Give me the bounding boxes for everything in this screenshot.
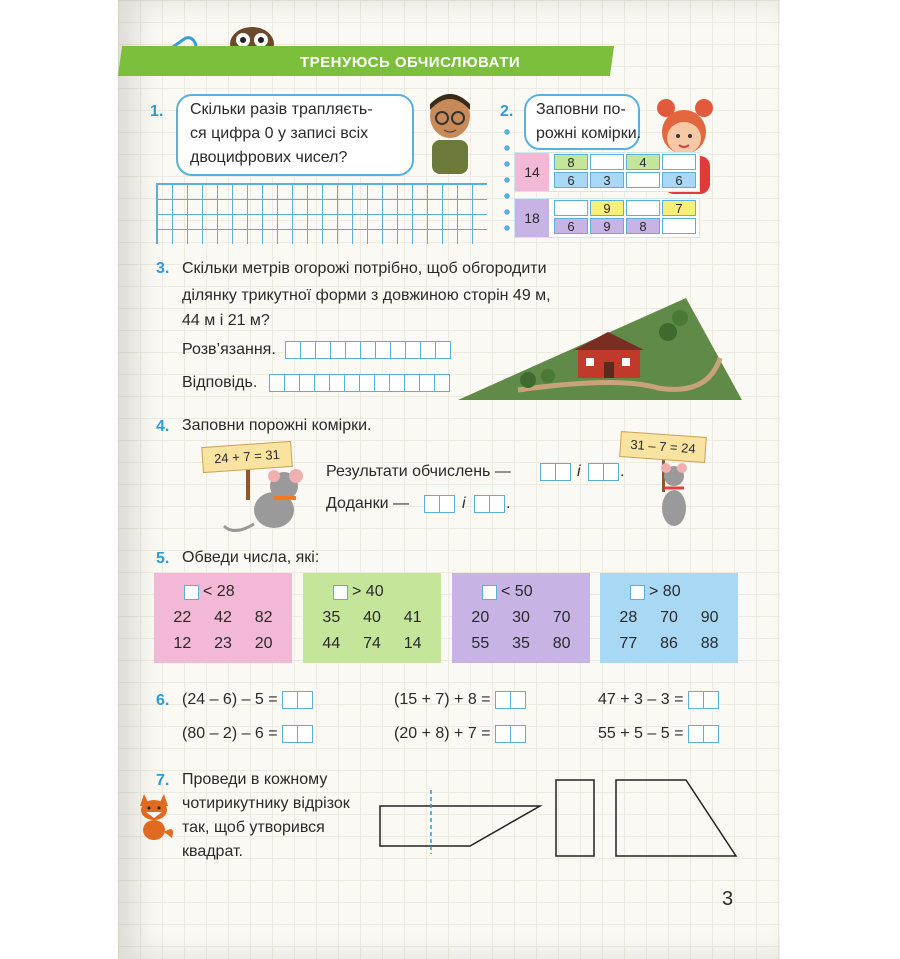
- table1-top-cell-0: 8: [554, 154, 588, 170]
- task2-line-2: рожні комірки.: [536, 125, 642, 142]
- condition-text: > 40: [352, 583, 384, 600]
- answer-label: Відповідь.: [182, 374, 258, 391]
- empty-square[interactable]: [333, 585, 348, 600]
- table2-bottom-cell-1: 9: [590, 218, 624, 234]
- task-number-2: 2.: [500, 103, 514, 120]
- number-option[interactable]: 14: [403, 635, 422, 652]
- expression-answer-cells[interactable]: [282, 725, 313, 743]
- panel-row-2: [600, 635, 738, 653]
- condition-text: < 28: [203, 583, 235, 600]
- condition-text: < 50: [501, 583, 533, 600]
- expression-2: [394, 688, 526, 712]
- expression-text: (24 – 6) – 5 =: [182, 691, 278, 708]
- table1-total: 14: [524, 164, 540, 180]
- number-option[interactable]: 41: [403, 609, 422, 626]
- number-option[interactable]: 20: [471, 609, 490, 626]
- table2-top-cell-2[interactable]: [626, 200, 660, 216]
- number-option[interactable]: 44: [322, 635, 341, 652]
- number-option[interactable]: 40: [363, 609, 381, 626]
- panel-row-1: [303, 609, 441, 627]
- expression-text: (80 – 2) – 6 =: [182, 725, 278, 742]
- task7-line-4: квадрат.: [182, 843, 243, 860]
- fox-illustration: [134, 790, 178, 840]
- number-option[interactable]: 70: [660, 609, 678, 626]
- expression-answer-cells[interactable]: [495, 691, 526, 709]
- table2-top-cell-1: 9: [590, 200, 624, 216]
- dot-1: .: [620, 463, 625, 480]
- table1-top-cell-3[interactable]: [662, 154, 696, 170]
- number-option[interactable]: 55: [471, 635, 490, 652]
- panel-condition: [333, 583, 384, 601]
- expression-5: [394, 722, 526, 746]
- expression-text: (20 + 8) + 7 =: [394, 725, 491, 742]
- task3-line-1: Скільки метрів огорожі потрібно, щоб обгородити: [182, 260, 547, 277]
- task3-line-2: ділянку трикутної форми з довжиною сторін 49 м,: [182, 287, 551, 304]
- number-option[interactable]: 30: [512, 609, 530, 626]
- table1-bottom-cell-0: 6: [554, 172, 588, 188]
- expression-text: 47 + 3 – 3 =: [598, 691, 684, 708]
- task7-line-1: Проведи в кожному: [182, 771, 328, 788]
- task1-line-1: Скільки разів трапляєть-: [190, 101, 373, 118]
- task1-line-3: двоцифрових чисел?: [190, 149, 348, 166]
- task3-line-3: 44 м і 21 м?: [182, 312, 270, 329]
- panel-condition: [482, 583, 533, 601]
- table1-bottom-cell-1: 3: [590, 172, 624, 188]
- number-option[interactable]: 35: [322, 609, 341, 626]
- answer-cells[interactable]: [269, 374, 450, 392]
- results-label: Результати обчислень —: [326, 463, 511, 480]
- number-option[interactable]: 77: [619, 635, 638, 652]
- table1-bottom-cell-3: 6: [662, 172, 696, 188]
- table2-bottom-cell-3[interactable]: [662, 218, 696, 234]
- table2-bottom-cell-2: 8: [626, 218, 660, 234]
- expression-6: [598, 722, 719, 746]
- comparison-panel-1: [154, 573, 292, 663]
- expression-answer-cells[interactable]: [688, 725, 719, 743]
- number-option[interactable]: 70: [552, 609, 571, 626]
- task1-line-2: ся цифра 0 у записі всіх: [190, 125, 369, 142]
- number-option[interactable]: 35: [512, 635, 530, 652]
- task-number-4: 4.: [156, 418, 170, 435]
- task4-title: Заповни порожні комірки.: [182, 417, 372, 434]
- addends-cells-1[interactable]: [424, 495, 455, 513]
- number-option[interactable]: 12: [173, 635, 192, 652]
- number-option[interactable]: 42: [214, 609, 232, 626]
- panel-row-1: [452, 609, 590, 627]
- bullet-dots: [504, 124, 510, 234]
- empty-square[interactable]: [482, 585, 497, 600]
- results-cells-1[interactable]: [540, 463, 571, 481]
- task-number-1: 1.: [150, 103, 164, 120]
- and-2: і: [462, 495, 466, 512]
- comparison-panel-3: [452, 573, 590, 663]
- expression-text: 55 + 5 – 5 =: [598, 725, 684, 742]
- table2-top-cell-0[interactable]: [554, 200, 588, 216]
- expression-3: [598, 688, 719, 712]
- expression-text: (15 + 7) + 8 =: [394, 691, 491, 708]
- expression-answer-cells[interactable]: [688, 691, 719, 709]
- panel-row-1: [154, 609, 292, 627]
- table2-top-cell-3: 7: [662, 200, 696, 216]
- task-number-3: 3.: [156, 260, 170, 277]
- page-title: ТРЕНУЮСЬ ОБЧИСЛЮВАТИ: [300, 54, 521, 71]
- table1-top-cell-2: 4: [626, 154, 660, 170]
- table1-bottom-cell-2[interactable]: [626, 172, 660, 188]
- expression-1: [182, 688, 313, 712]
- triangle-plot-illustration: [458, 296, 744, 404]
- number-option[interactable]: 20: [254, 635, 273, 652]
- number-option[interactable]: 28: [619, 609, 638, 626]
- empty-square[interactable]: [184, 585, 199, 600]
- dot-2: .: [506, 495, 511, 512]
- answer-grid-task1[interactable]: [156, 183, 487, 244]
- and-1: і: [577, 463, 581, 480]
- number-option[interactable]: 88: [700, 635, 719, 652]
- table2-total: 18: [524, 210, 540, 226]
- table1-top-cell-1[interactable]: [590, 154, 624, 170]
- task7-line-2: чотирикутнику відрізок: [182, 795, 350, 812]
- addends-label: Доданки —: [326, 495, 410, 512]
- number-option[interactable]: 74: [363, 635, 381, 652]
- number-option[interactable]: 80: [552, 635, 571, 652]
- panel-row-2: [154, 635, 292, 653]
- panel-condition: [630, 583, 681, 601]
- boy-illustration: [420, 88, 480, 174]
- comparison-panel-2: [303, 573, 441, 663]
- number-option[interactable]: 22: [173, 609, 192, 626]
- comparison-panel-4: [600, 573, 738, 663]
- expression-answer-cells[interactable]: [282, 691, 313, 709]
- number-option[interactable]: 23: [214, 635, 232, 652]
- results-cells-2[interactable]: [588, 463, 619, 481]
- number-option[interactable]: 86: [660, 635, 678, 652]
- empty-square[interactable]: [630, 585, 645, 600]
- table2-bottom-cell-0: 6: [554, 218, 588, 234]
- task5-title: Обведи числа, які:: [182, 549, 320, 566]
- task-number-6: 6.: [156, 692, 170, 709]
- sign-right-text: 31 – 7 = 24: [629, 436, 697, 457]
- number-option[interactable]: 90: [700, 609, 719, 626]
- task-number-5: 5.: [156, 550, 170, 567]
- solution-cells[interactable]: [285, 341, 451, 359]
- sign-left-text: 24 + 7 = 31: [213, 446, 281, 467]
- number-option[interactable]: 82: [254, 609, 273, 626]
- panel-condition: [184, 583, 235, 601]
- expression-answer-cells[interactable]: [495, 725, 526, 743]
- panel-row-2: [452, 635, 590, 653]
- panel-row-1: [600, 609, 738, 627]
- mouse-right-illustration: [650, 452, 700, 532]
- expression-4: [182, 722, 313, 746]
- task2-line-1: Заповни по-: [536, 101, 626, 118]
- page-number: 3: [722, 888, 734, 910]
- task-number-7: 7.: [156, 772, 170, 789]
- panel-row-2: [303, 635, 441, 653]
- condition-text: > 80: [649, 583, 681, 600]
- quadrilateral-shapes: [376, 776, 740, 858]
- solution-label: Розв’язання.: [182, 341, 276, 358]
- addends-cells-2[interactable]: [474, 495, 505, 513]
- task7-line-3: так, щоб утворився: [182, 819, 325, 836]
